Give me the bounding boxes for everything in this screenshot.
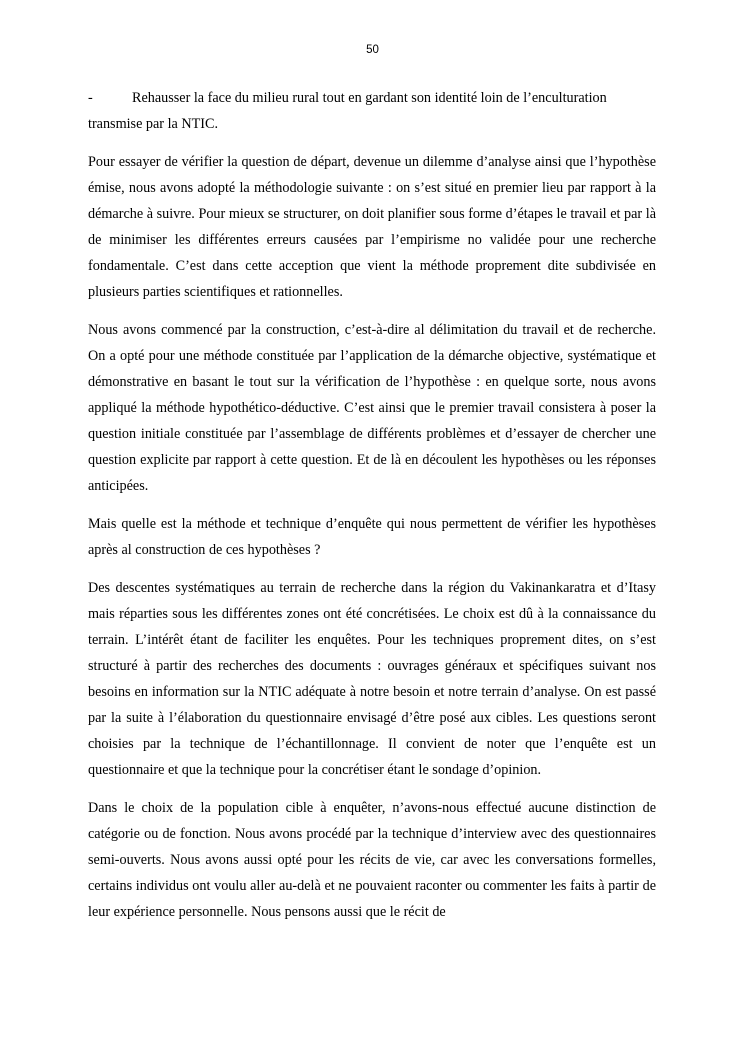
document-body (88, 85, 656, 937)
paragraph-construction: Nous avons commencé par la construction, c’est-à-dire al délimitation du travail et de recherche. On a opté pour une méthode constituée par l’application de la démarche objective, systématique et démonstrative en basant le tout sur la vérification de l’hypothèse : en quelque sorte, nous avons appliqué la méthode hypothético-déductive. C’est ainsi que le premier travail consistera à poser la question initiale constituée par l’assemblage de différents problèmes et d’essayer de chercher une question explicite par rapport à cette question. Et de là en découlent les hypothèses ou les réponses anticipées. (88, 322, 656, 494)
bullet-text-line2: transmise par la NTIC. (88, 116, 219, 132)
paragraph-field-research: Des descentes systématiques au terrain de recherche dans la région du Vakinankaratra et d’Itasy mais réparties sous les différentes zones ont été concrétisées. Le choix est dû à la connaissance du terrain. L’intérêt étant de faciliter les enquêtes. Pour les techniques proprement dites, on s’est structuré à partir des recherches des documents : ouvrages généraux et spécifiques suivant nos besoins en information sur la NTIC adéquate à notre besoin et notre terrain d’analyse. On est passé par la suite à l’élaboration du questionnaire envisagé d’être posé aux cibles. Les questions seront choisies par la technique de l’échantillonnage. Il convient de noter que l’enquête est un questionnaire et que la technique pour la concrétiser étant le sondage d’opinion. (88, 580, 656, 778)
paragraph-methodology: Pour essayer de vérifier la question de départ, devenue un dilemme d’analyse ainsi que l’hypothèse émise, nous avons adopté la méthodologie suivante : on s’est situé en premier lieu par rapport à la démarche à suivre. Pour mieux se structurer, on doit planifier sous forme d’étapes le travail et par là de minimiser les différentes erreurs causées par l’empirisme no validée pour une recherche fondamentale. C’est dans cette acception que vient la méthode proprement dite subdivisée en plusieurs parties scientifiques et rationnelles. (88, 154, 656, 300)
bullet-item (88, 85, 656, 137)
paragraph-question: Mais quelle est la méthode et technique d’enquête qui nous permettent de vérifier les hypothèses après al construction de ces hypothèses ? (88, 516, 656, 558)
paragraph-target-population: Dans le choix de la population cible à enquêter, n’avons-nous effectué aucune distinction de catégorie ou de fonction. Nous avons procédé par la technique d’interview avec des questionnaires semi-ouverts. Nous avons aussi opté pour les récits de vie, car avec les conversations formelles, certains individus ont voulu aller au-delà et ne pouvaient raconter ou commenter les faits à partir de leur expérience personnelle. Nous pensons aussi que le récit de (88, 800, 656, 920)
bullet-text-line1: Rehausser la face du milieu rural tout en gardant son identité loin de l’enculturation (132, 90, 607, 106)
page-number: 50 (366, 44, 379, 56)
bullet-marker: - (88, 90, 93, 106)
